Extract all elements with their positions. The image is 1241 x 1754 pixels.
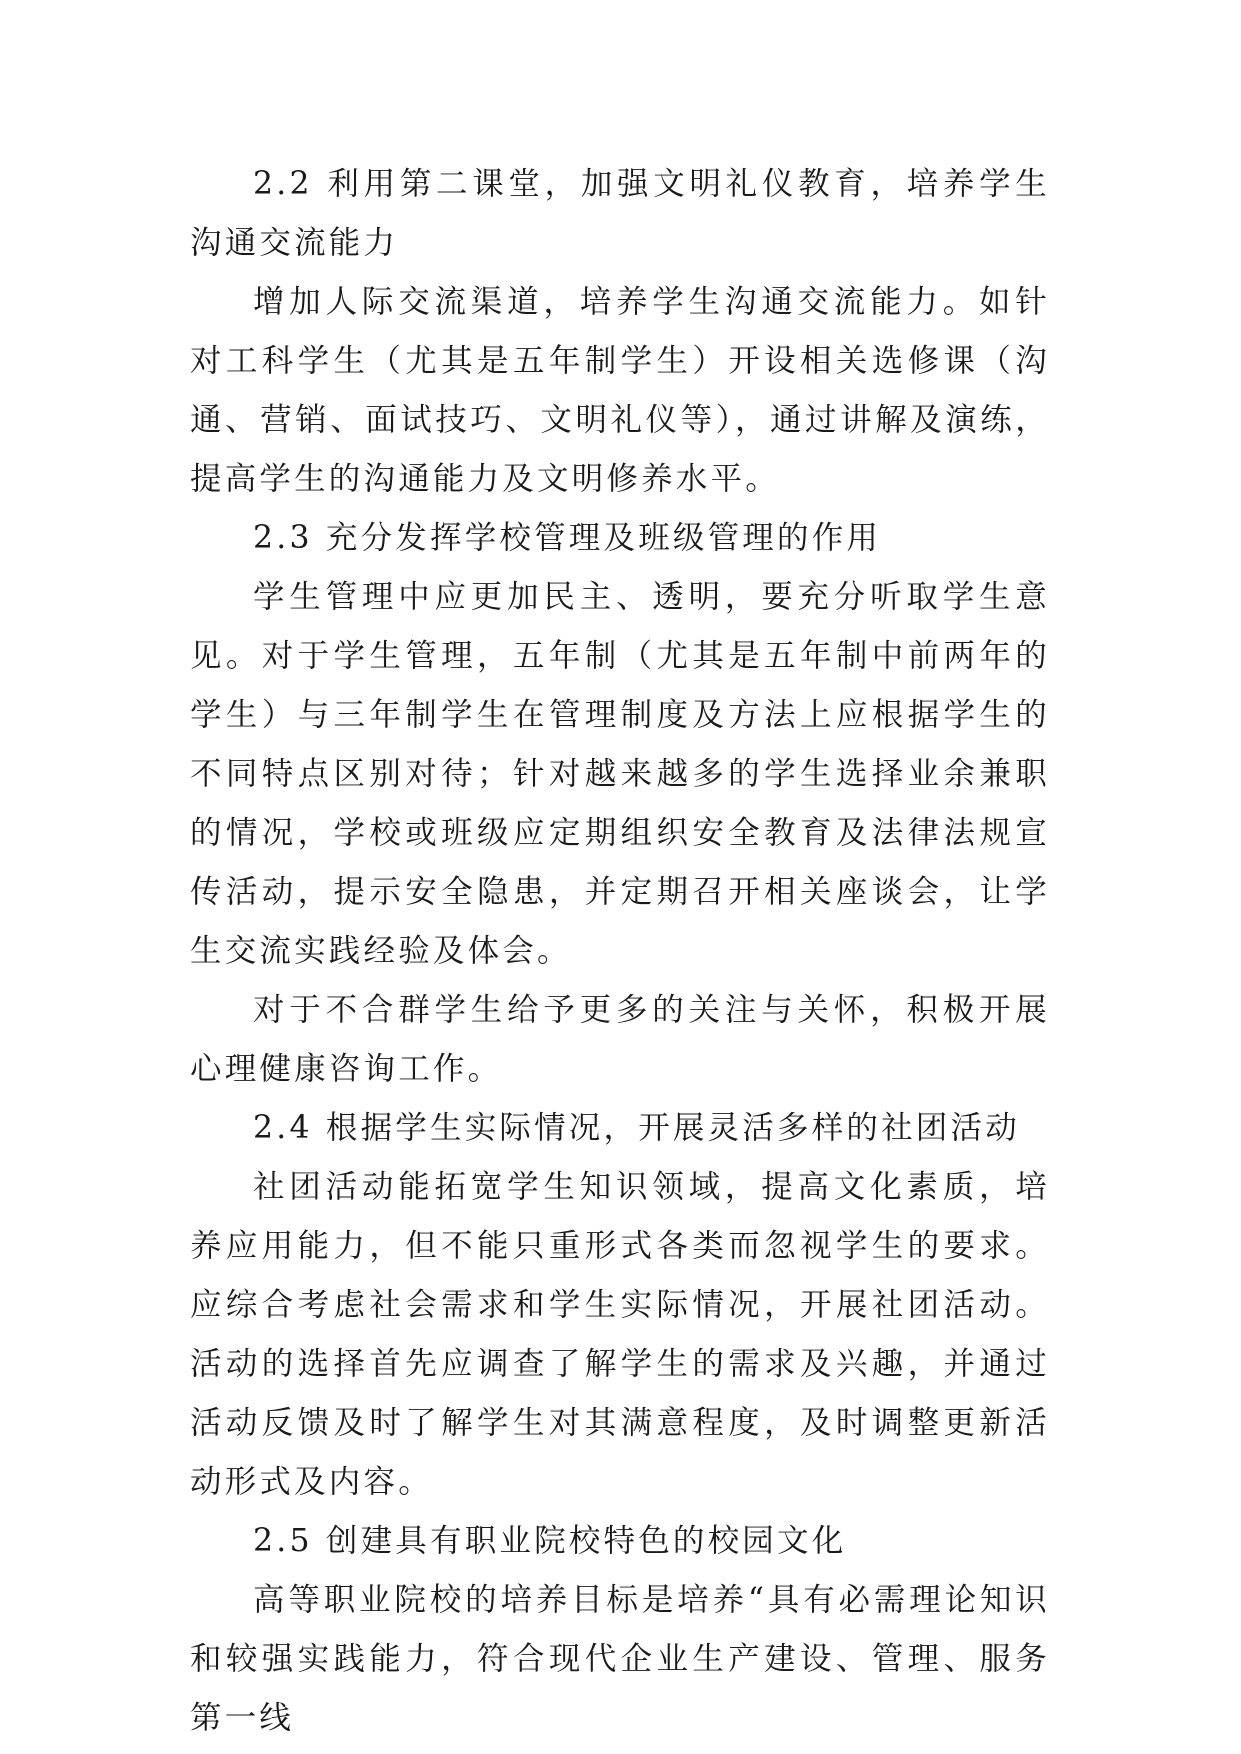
section-heading-2-3: 2.3 充分发挥学校管理及班级管理的作用 [253,520,882,556]
body-paragraph: 对于不合群学生给予更多的关注与关怀，积极开展心理健康咨询工作。 [190,992,1050,1087]
body-paragraph: 社团活动能拓宽学生知识领域，提高文化素质，培养应用能力，但不能只重形式各类而忽视学生的要求。应综合考虑社会需求和学生实际情况，开展社团活动。活动的选择首先应调查了解学生的需求及兴趣，并通过活动反馈及时了解学生对其满意程度，及时调整更新活动形式及内容。 [190,1169,1050,1500]
section-heading-2-5: 2.5 创建具有职业院校特色的校园文化 [253,1523,847,1559]
body-paragraph: 增加人际交流渠道，培养学生沟通交流能力。如针对工科学生（尤其是五年制学生）开设相关选修课（沟通、营销、面试技巧、文明礼仪等），通过讲解及演练，提高学生的沟通能力及文明修养水平。 [190,284,1050,497]
body-paragraph: 学生管理中应更加民主、透明，要充分听取学生意见。对于学生管理，五年制（尤其是五年制中前两年的学生）与三年制学生在管理制度及方法上应根据学生的不同特点区别对待；针对越来越多的学生选择业余兼职的情况，学校或班级应定期组织安全教育及法律法规宣传活动，提示安全隐患，并定期召开相关座谈会，让学生交流实践经验及体会。 [190,579,1050,969]
document-page [190,155,1050,1748]
section-heading-2-2: 2.2 利用第二课堂，加强文明礼仪教育，培养学生沟通交流能力 [190,166,1050,261]
section-heading-2-4: 2.4 根据学生实际情况，开展灵活多样的社团活动 [253,1110,1020,1146]
body-paragraph: 高等职业院校的培养目标是培养“具有必需理论知识和较强实践能力，符合现代企业生产建设、管理、服务第一线 [190,1582,1050,1736]
